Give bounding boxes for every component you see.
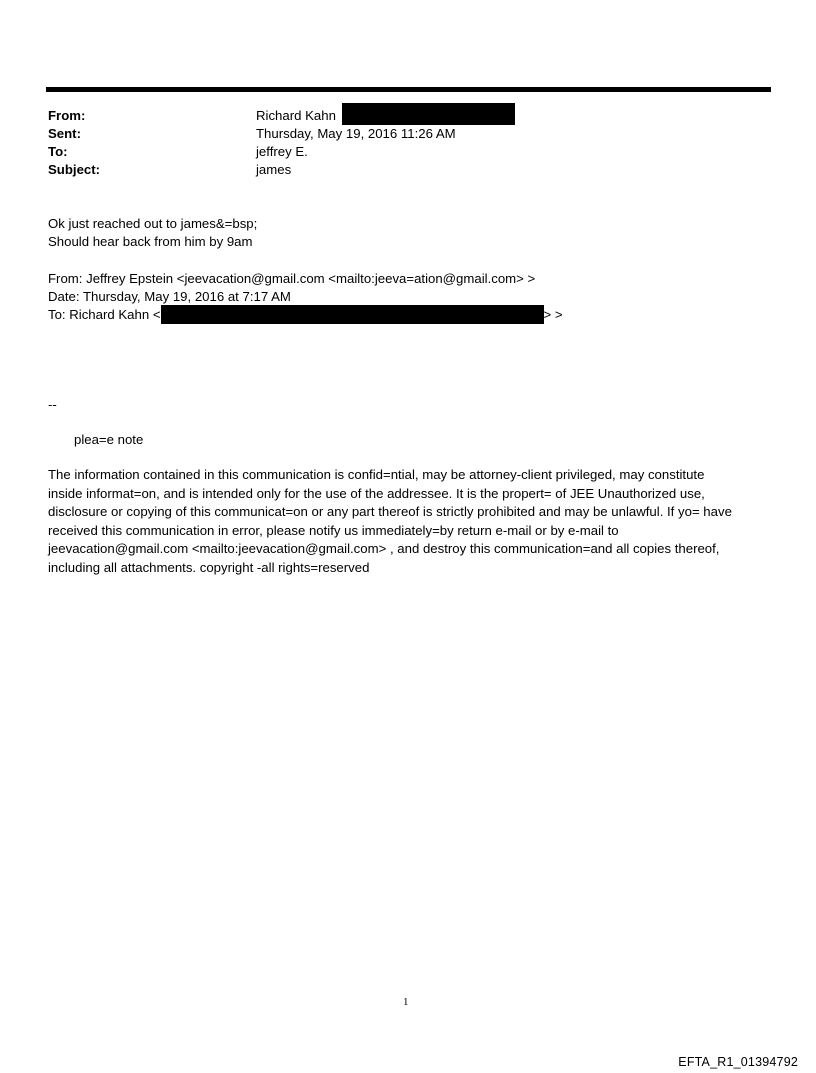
message-line: Ok just reached out to james&=bsp; — [48, 216, 258, 231]
sent-label: Sent: — [48, 126, 81, 141]
quoted-date-line: Date: Thursday, May 19, 2016 at 7:17 AM — [48, 289, 291, 304]
to-value: jeffrey E. — [256, 144, 308, 159]
bates-number: EFTA_R1_01394792 — [678, 1055, 798, 1069]
redaction-box — [161, 305, 544, 324]
disclaimer-line: inside informat=on, and is intended only for the use of the addressee. It is the propert= of JEE Unauthorized use, — [48, 485, 705, 501]
from-row — [48, 107, 748, 125]
disclaimer-line: including all attachments. copyright -all rights=reserved — [48, 559, 370, 575]
quoted-header — [48, 270, 563, 324]
message-body — [48, 215, 257, 251]
header-rule — [46, 87, 771, 92]
from-name: Richard Kahn — [256, 108, 336, 123]
quoted-from-line: From: Jeffrey Epstein <jeevacation@gmail.com <mailto:jeeva=ation@gmail.com> > — [48, 271, 536, 286]
subject-value: james — [256, 162, 292, 177]
message-line: Should hear back from him by 9am — [48, 234, 253, 249]
signature-separator: -- — [48, 397, 57, 412]
confidentiality-disclaimer — [48, 466, 768, 578]
from-value — [256, 107, 515, 125]
from-label: From: — [48, 108, 86, 123]
quoted-to-line — [48, 306, 563, 324]
disclaimer-line: The information contained in this communication is confid=ntial, may be attorney-client privileged, may constitute — [48, 467, 705, 482]
sent-value: Thursday, May 19, 2016 11:26 AM — [256, 126, 456, 141]
email-header — [48, 107, 748, 179]
subject-label: Subject: — [48, 162, 101, 177]
page-number: 1 — [403, 996, 409, 1008]
subject-row — [48, 161, 748, 179]
to-row — [48, 143, 748, 161]
disclaimer-line: received this communication in error, please notify us immediately=by return e-mail or by e-mail to — [48, 522, 619, 538]
signature-note: plea=e note — [74, 432, 144, 447]
disclaimer-line: jeevacation@gmail.com <mailto:jeevacation@gmail.com> , and destroy this communication=and all copies thereof, — [48, 541, 720, 557]
quoted-to-suffix: > > — [543, 307, 563, 322]
redaction-box — [342, 103, 515, 125]
sent-row — [48, 125, 748, 143]
to-label: To: — [48, 144, 68, 159]
disclaimer-line: disclosure or copying of this communicat=on or any part thereof is strictly prohibited and may be unlawful. If yo= have — [48, 504, 732, 520]
quoted-to-prefix: To: Richard Kahn < — [48, 307, 161, 322]
